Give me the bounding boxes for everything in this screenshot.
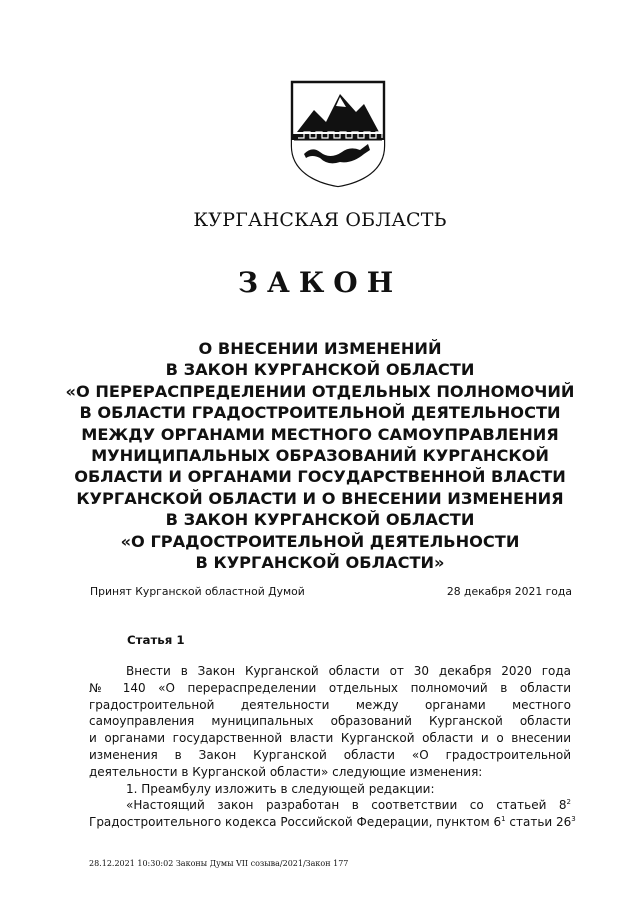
superscript: 3 xyxy=(571,815,576,824)
title-line: В КУРГАНСКОЙ ОБЛАСТИ» xyxy=(195,553,445,573)
title-line: В ЗАКОН КУРГАНСКОЙ ОБЛАСТИ xyxy=(165,360,475,380)
region-heading: КУРГАНСКАЯ ОБЛАСТЬ xyxy=(193,209,447,231)
quote-text: статьи 26 xyxy=(505,815,572,830)
title-line: ОБЛАСТИ И ОРГАНАМИ ГОСУДАРСТВЕННОЙ ВЛАСТИ xyxy=(74,467,566,487)
paragraph-line: градостроительной деятельности между органами местного xyxy=(89,697,571,712)
title-line: МУНИЦИПАЛЬНЫХ ОБРАЗОВАНИЙ КУРГАНСКОЙ xyxy=(91,446,549,466)
title-line: «О ГРАДОСТРОИТЕЛЬНОЙ ДЕЯТЕЛЬНОСТИ xyxy=(120,531,520,551)
item-1: 1. Преамбулу изложить в следующей редакции: xyxy=(126,781,435,796)
paragraph-line: Внести в Закон Курганской области от 30 декабря 2020 года xyxy=(126,664,571,678)
paragraph-line: и органами государственной власти Курганской области и о внесении xyxy=(89,731,571,746)
title-line: КУРГАНСКОЙ ОБЛАСТИ И О ВНЕСЕНИИ ИЗМЕНЕНИЯ xyxy=(76,488,564,508)
paragraph-line: деятельности в Курганской области» следующие изменения: xyxy=(89,764,483,779)
quote-line xyxy=(89,797,571,814)
article-heading: Статья 1 xyxy=(127,633,185,647)
quote-text: Градостроительного кодекса Российской Федерации, пунктом 6 xyxy=(89,815,502,830)
paragraph-line: самоуправления муниципальных образований Курганской области xyxy=(89,714,571,729)
superscript: 1 xyxy=(501,815,506,824)
adoption-date: 28 декабря 2021 года xyxy=(446,585,572,598)
quote-line xyxy=(89,814,576,831)
superscript: 2 xyxy=(566,798,571,807)
paragraph-line: № 140 «О перераспределении отдельных полномочий в области xyxy=(89,680,571,695)
document-type-heading: ЗАКОН xyxy=(237,266,403,299)
document-footer: 28.12.2021 10:30:02 Законы Думы VII созыва/2021/Закон 177 xyxy=(89,859,349,868)
title-line: «О ПЕРЕРАСПРЕДЕЛЕНИИ ОТДЕЛЬНЫХ ПОЛНОМОЧИЙ xyxy=(65,381,575,401)
title-line: МЕЖДУ ОРГАНАМИ МЕСТНОГО САМОУПРАВЛЕНИЯ xyxy=(81,424,559,444)
title-line: О ВНЕСЕНИИ ИЗМЕНЕНИЙ xyxy=(198,339,442,358)
adopted-by: Принят Курганской областной Думой xyxy=(90,585,305,598)
title-line: В ЗАКОН КУРГАНСКОЙ ОБЛАСТИ xyxy=(165,510,475,530)
law-title xyxy=(60,338,580,573)
paragraph-line: изменения в Закон Курганской области «О градостроительной xyxy=(89,747,571,762)
quote-text: «Настоящий закон разработан в соответствии со статьей 8 xyxy=(126,798,567,813)
coat-of-arms-icon xyxy=(290,80,386,188)
article-body xyxy=(89,663,576,831)
title-line: В ОБЛАСТИ ГРАДОСТРОИТЕЛЬНОЙ ДЕЯТЕЛЬНОСТИ xyxy=(79,403,561,423)
